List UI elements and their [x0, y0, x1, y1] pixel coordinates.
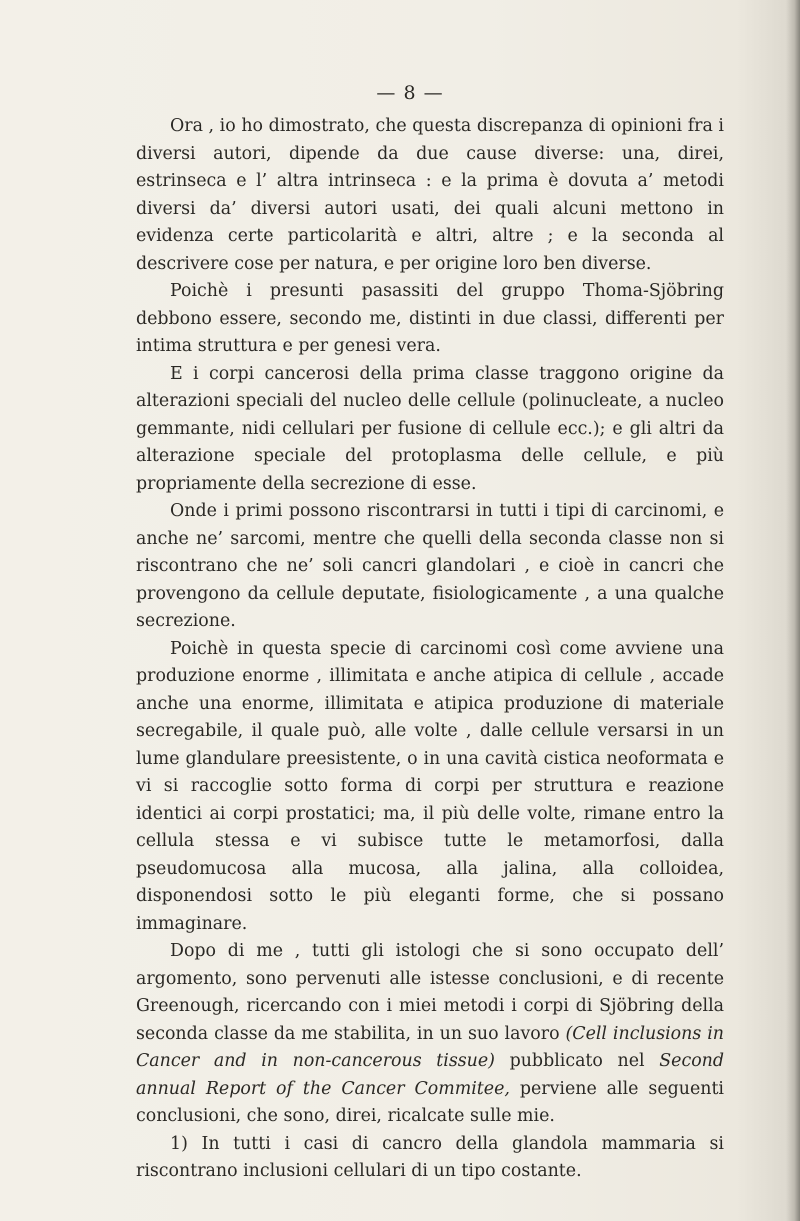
paragraph-7: [136, 1131, 724, 1186]
text-run: pubblicato nel: [494, 1051, 660, 1071]
paragraph-1: [136, 113, 724, 278]
text-run: Onde i primi possono riscontrarsi in tutti i tipi di carcinomi, e anche ne’ sarcomi, mentre che quelli della seconda classe non si riscontrano che ne’ soli cancri glandolari , e cioè in cancri che provengono da cellule deputate, fisiologicamente , a una qualche secrezione.: [136, 501, 724, 631]
text-run: Dopo di me , tutti gli istologi che si sono occupato dell’ argomento, sono pervenuti alle istesse conclusioni, e di recente Greenough, ricercando con i miei metodi i corpi di Sjöbring della seconda classe da me stabilita, in un suo lavoro: [136, 941, 724, 1044]
italic-title-cancer-report: Second annual Report of the Cancer Commitee,: [136, 1051, 724, 1099]
text-run: perviene alle seguenti conclusioni, che sono, direi, ricalcate sulle mie.: [136, 1078, 724, 1126]
page-edge-shadow: [786, 0, 800, 1221]
text-run: Poichè i presunti pasassiti del gruppo Thoma-Sjöbring debbono essere, secondo me, distinti in due classi, differenti per intima struttura e per genesi vera.: [136, 281, 724, 356]
text-run: Ora , io ho dimostrato, che questa discrepanza di opinioni fra i diversi autori, dipende da due cause diverse: una, direi, estrinseca e l’ altra intrinseca : e la prima è dovuta a’ metodi diversi da’ diversi autori usati, dei quali alcuni mettono in evidenza certe particolarità e altri, altre ; e la seconda al descrivere cose per natura, e per origine loro ben diverse.: [136, 116, 724, 274]
text-run: Poichè in questa specie di carcinomi così come avviene una produzione enorme , illimitata e anche atipica di cellule , accade anche una enorme, illimitata e atipica produzione di materiale secregabile, il quale può, alle volte , dalle cellule versarsi in un lume glandulare preesistente, o in una cavità cistica neoformata e vi si raccoglie sotto forma di corpi per struttura e reazione identici ai corpi prostatici; ma, il più delle volte, rimane entro la cellula stessa e vi subisce tutte le metamorfosi, dalla pseudomucosa alla mucosa, alla jalina, alla colloidea, disponendosi sotto le più eleganti forme, che si possano immaginare.: [136, 638, 724, 934]
paragraph-6: [136, 938, 724, 1131]
body-text: [136, 113, 724, 1186]
text-run: 1) In tutti i casi di cancro della glandola mammaria si riscontrano inclusioni cellulari di un tipo costante.: [136, 1133, 724, 1181]
paragraph-4: [136, 498, 724, 636]
page-number: — 8 —: [376, 82, 444, 104]
paragraph-3: [136, 361, 724, 499]
text-run: E i corpi cancerosi della prima classe traggono origine da alterazioni speciali del nucleo delle cellule (polinucleate, a nucleo gemmante, nidi cellulari per fusione di cellule ecc.); e gli altri da alterazione speciale del protoplasma delle cellule, e più propriamente della secrezione di esse.: [136, 363, 724, 494]
italic-title-cell-inclusions: (Cell inclusions in Cancer and in non-cancerous tissue): [136, 1023, 724, 1071]
paragraph-5: [136, 636, 724, 939]
paragraph-2: [136, 278, 724, 361]
